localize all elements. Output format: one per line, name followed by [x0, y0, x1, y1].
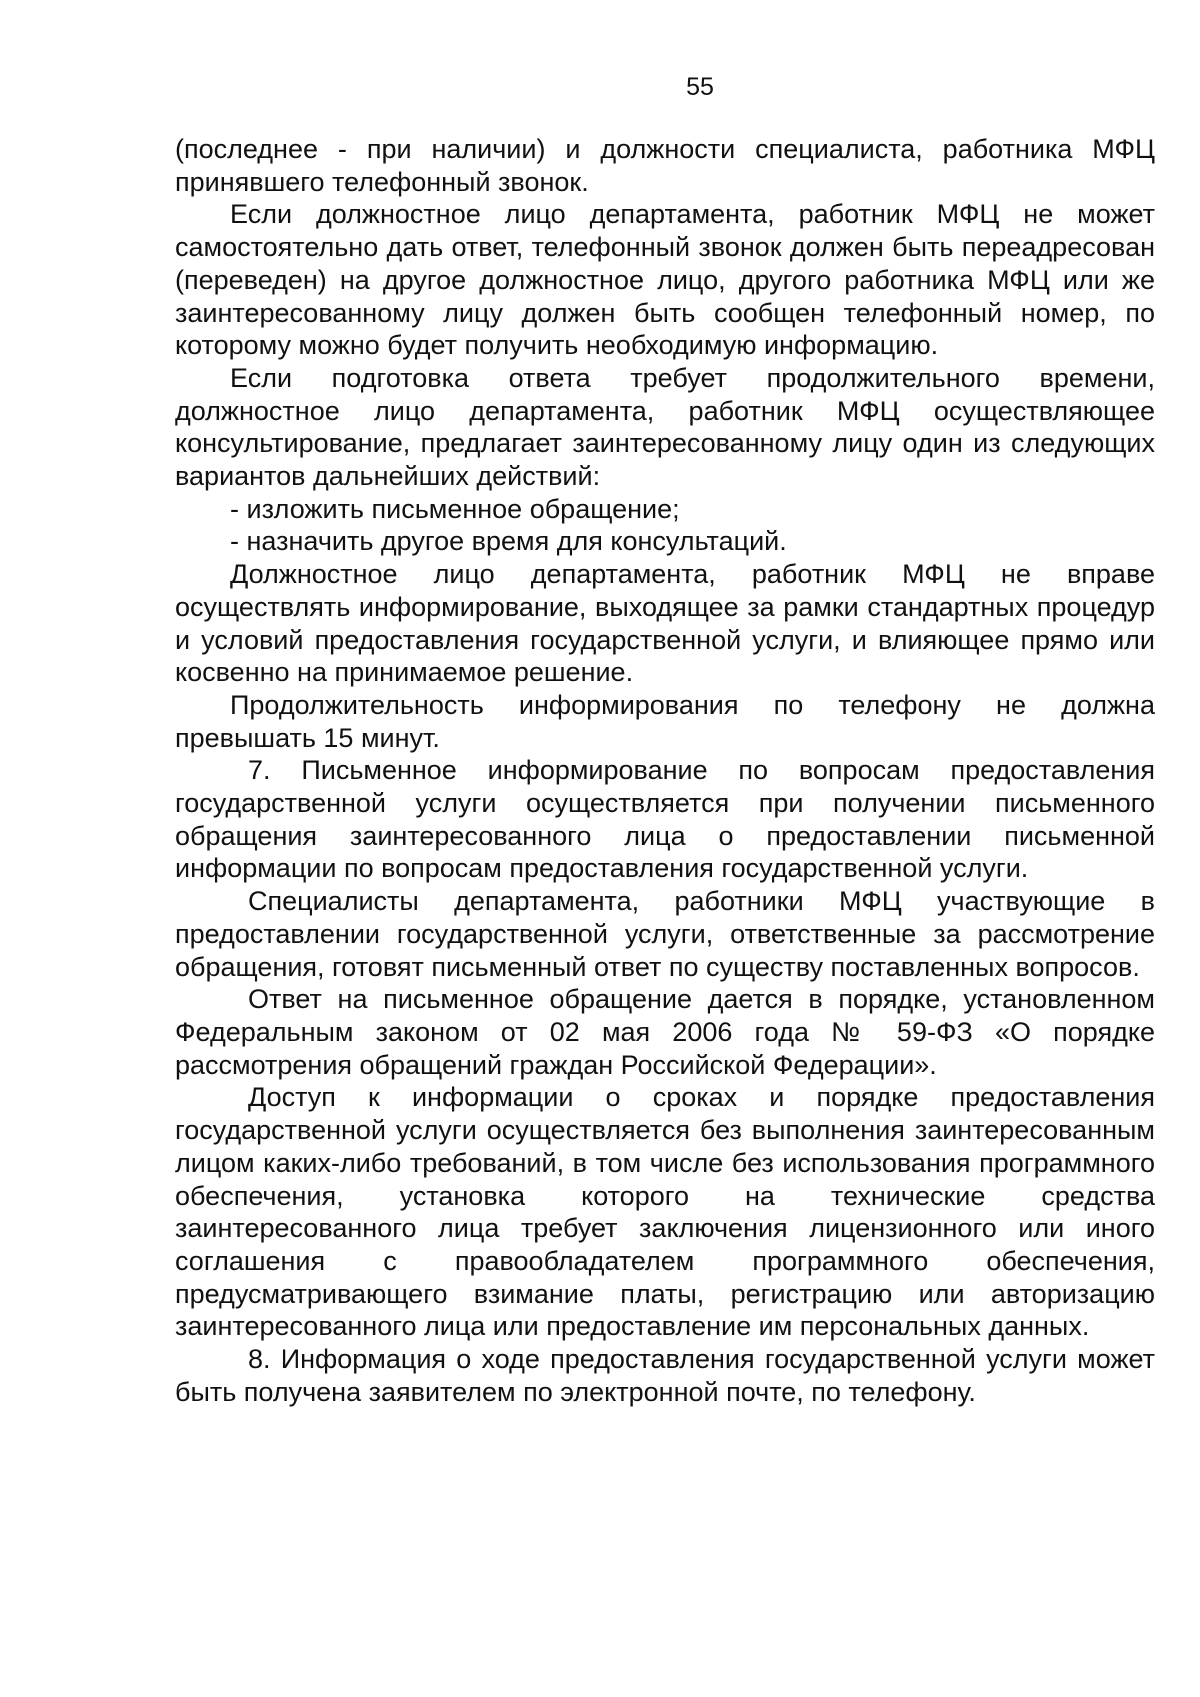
page-number: 55 [686, 73, 714, 101]
paragraph: (последнее - при наличии) и должности специалиста, работника МФЦ принявшего телефонный звонок. [175, 134, 1155, 197]
paragraph: Если должностное лицо департамента, работник МФЦ не может самостоятельно дать ответ, телефонный звонок должен быть переадресован (переведен) на другое должностное лицо, другого работника МФЦ или же заинтересованному лицу должен быть сообщен телефонный номер, по которому можно будет получить необходимую информацию. [175, 199, 1155, 361]
paragraph: Ответ на письменное обращение дается в порядке, установленном Федеральным законом от 02 мая 2006 года № 59-ФЗ «О порядке рассмотрения обращений граждан Российской Федерации». [175, 984, 1155, 1080]
paragraph: Если подготовка ответа требует продолжительного времени, должностное лицо департамента, работник МФЦ осуществляющее консультирование, предлагает заинтересованному лицу один из следующих вариантов дальнейших действий: [175, 362, 1155, 492]
numbered-paragraph: 7. Письменное информирование по вопросам предоставления государственной услуги осуществляется при получении письменного обращения заинтересованного лица о предоставлении письменной информации по вопросам предоставления государственной услуги. [175, 755, 1155, 884]
paragraph: Продолжительность информирования по телефону не должна превышать 15 минут. [175, 689, 1155, 753]
paragraph: Должностное лицо департамента, работник МФЦ не вправе осуществлять информирование, выходящее за рамки стандартных процедур и условий предоставления государственной услуги, и влияющее прямо или косвенно на принимаемое решение. [175, 559, 1155, 688]
document-body [175, 133, 1155, 1408]
paragraph: Специалисты департамента, работники МФЦ участвующие в предоставлении государственной услуги, ответственные за рассмотрение обращения, готовят письменный ответ по существу поставленных вопросов. [175, 886, 1155, 982]
list-item: - назначить другое время для консультаций. [230, 526, 787, 557]
numbered-paragraph: 8. Информация о ходе предоставления государственной услуги может быть получена заявителем по электронной почте, по телефону. [175, 1344, 1155, 1407]
paragraph: Доступ к информации о сроках и порядке предоставления государственной услуги осуществляется без выполнения заинтересованным лицом каких-либо требований, в том числе без использования программного обеспечения, установка которого на технические средства заинтересованного лица требует заключения лицензионного или иного соглашения с правообладателем программного обеспечения, предусматривающего взимание платы, регистрацию или авторизацию заинтересованного лица или предоставление им персональных данных. [175, 1082, 1155, 1342]
list-item: - изложить письменное обращение; [230, 493, 680, 524]
